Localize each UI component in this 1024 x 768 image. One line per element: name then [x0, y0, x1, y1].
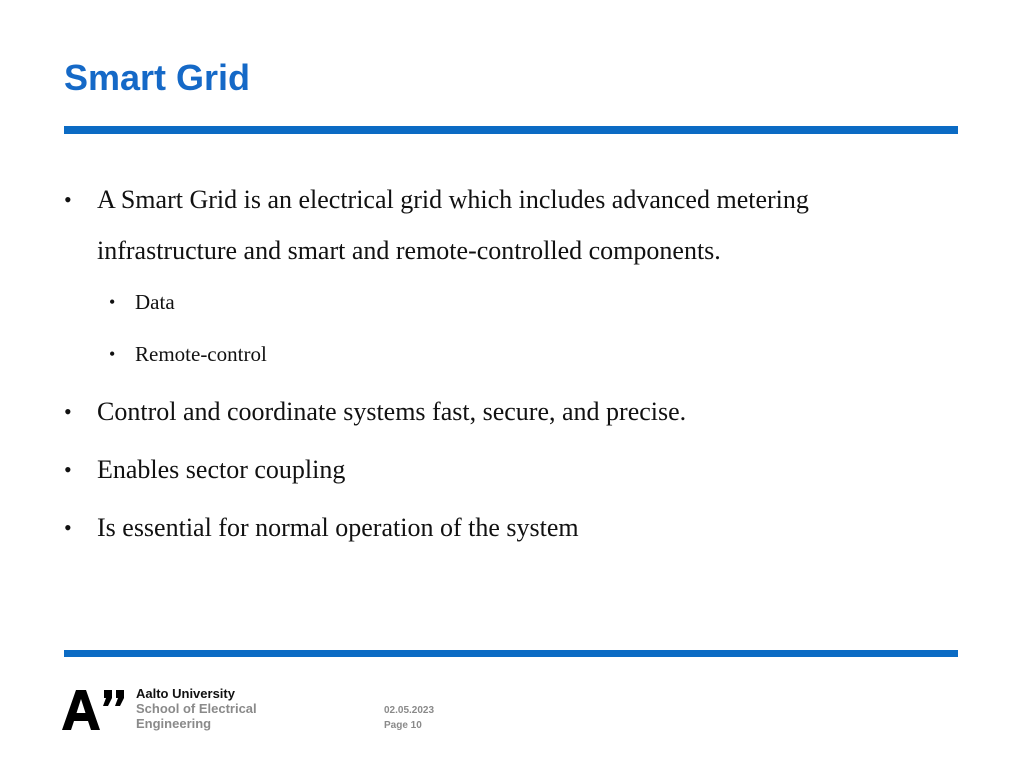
bullet-icon: •	[64, 515, 72, 540]
bullet-icon: •	[64, 457, 72, 482]
footer-meta	[384, 703, 434, 733]
university-line3: Engineering	[136, 716, 212, 731]
bullet-text: Is essential for normal operation of the system	[97, 513, 579, 542]
bullet-icon: •	[64, 187, 72, 212]
sub-bullet-item	[64, 328, 924, 380]
title-divider	[64, 126, 958, 134]
sub-bullet-text: Data	[135, 290, 175, 314]
bullet-item	[64, 174, 924, 276]
sub-bullet-text: Remote-control	[135, 342, 267, 366]
bullet-icon: •	[109, 344, 116, 364]
bullet-item	[64, 502, 924, 553]
footer-divider	[64, 650, 958, 657]
bullet-item	[64, 386, 924, 437]
sub-bullet-item	[64, 276, 924, 328]
bullet-text: A Smart Grid is an electrical grid which includes advanced metering infrastructure and smart and remote-controlled components.	[97, 185, 809, 265]
slide-title: Smart Grid	[64, 57, 251, 98]
bullet-icon: •	[64, 399, 72, 424]
bullet-list	[64, 174, 924, 553]
bullet-icon: •	[109, 292, 116, 312]
university-name	[136, 686, 257, 731]
bullet-text: Enables sector coupling	[97, 455, 346, 484]
university-line1: Aalto University	[136, 686, 235, 701]
aalto-logo-icon	[62, 688, 128, 732]
bullet-text: Control and coordinate systems fast, secure, and precise.	[97, 397, 687, 426]
page-number: Page 10	[384, 720, 422, 731]
slide-date: 02.05.2023	[384, 705, 435, 716]
university-line2: School of Electrical	[136, 701, 257, 716]
bullet-item	[64, 444, 924, 495]
